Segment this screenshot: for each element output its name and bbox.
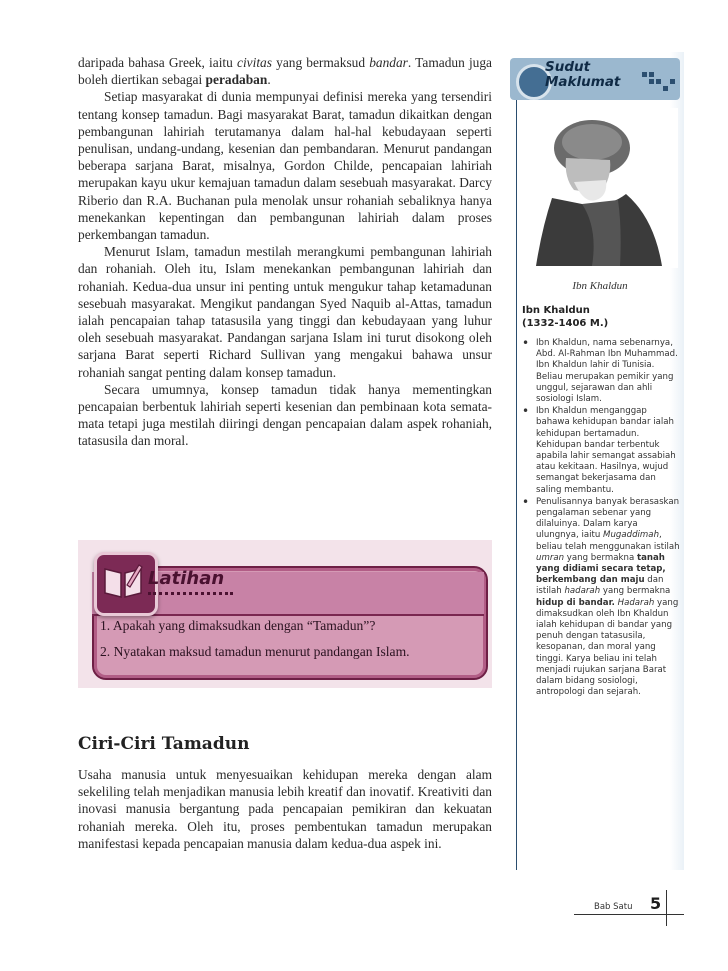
list-item: • Ibn Khaldun, nama sebenarnya, Abd. Al-Rahman Ibn Muhammad. Ibn Khaldun lahir di Tunisia. Beliau merupakan pemikir yang unggul, sejarawan dan ahli sosiologi Islam. (522, 338, 680, 405)
list-item: • Ibn Khaldun menganggap bahawa kehidupan bandar ialah kehidupan bertamadun. Kehidupan bandar terbentuk apabila lahir semangat assabiah atau kekitaan. Hasilnya, wujud semangat bekerjasama dan saling membantu. (522, 406, 680, 496)
main-column (78, 54, 492, 450)
paragraph-3: Menurut Islam, tamadun mestilah merangkumi pembangunan lahiriah dan rohaniah. Oleh itu, Islam menekankan pembangunan lahiriah dan rohaniah. Kedua-dua unsur ini penting untuk mengukur tahap ketamadunan sesebuah masyarakat. Mengikut pandangan Syed Naquib al-Attas, tamadun ialah pencapaian tahap tatasusila yang tinggi dan kebudayaan yang luhur oleh sesebuah masyarakat. Pandangan sarjana Islam ini turut disokong oleh sarjana Barat seperti Richard Sullivan yang mengakui bahawa unsur rohaniah sangat penting dalam konsep tamadun. (78, 244, 492, 380)
paragraph-4: Secara umumnya, konsep tamadun tidak hanya mementingkan pencapaian berbentuk lahiriah seperti kesenian dan pembinaan kota semata-mata tetapi juga mestilah diiringi dengan pencapaian dalam aspek rohaniah, tatasusila dan moral. (78, 381, 492, 449)
latihan-question-1: 1. Apakah yang dimaksudkan dengan “Tamadun”? (100, 618, 376, 633)
portrait-caption: Ibn Khaldun (572, 280, 628, 292)
section-body (78, 766, 492, 852)
section-paragraph: Usaha manusia untuk menyesuaikan kehidupan mereka dengan alam sekeliling telah menjadikan manusia lebih kreatif dan inovatif. Kreativiti dan inovasi manusia bergantung pada pencapaian pemikiran dan kekuatan rohaniah mereka. Oleh itu, proses pembentukan tamadun merupakan manifestasi kepada pencapaian manusia dalam kedua-dua aspek ini. (78, 767, 492, 851)
chapter-label: Bab Satu (594, 902, 633, 912)
latihan-dots (148, 592, 233, 598)
paragraph-2: Setiap masyarakat di dunia mempunyai definisi mereka yang tersendiri tentang konsep tamadun. Bagi masyarakat Barat, tamadun dikaitkan dengan pembangunan lahiriah terutamanya dalam hal-hal kebudayaan seperti penulisan, undang-undang, kesenian dan pembandaran. Menurut pandangan beberapa sarjana Barat, misalnya, Gordon Childe, pencapaian lahiriah merupakan kayu ukur kemajuan tamadun dalam sesebuah masyarakat. Darcy Riberio dan R.A. Buchanan pula menolak unsur rohaniah sebaliknya hanya menekankan kepentingan dan pembangunan lahiriah dalam proses perkembangan tamadun. (78, 89, 492, 243)
list-item: • Penulisannya banyak berasaskan pengalaman sebenar yang dilaluinya. Dalam karya ulungnya, iaitu Mugaddimah, beliau telah menggunakan istilah umran yang bermakna tanah yang didiami secara tetap, berkembang dan maju dan istilah hadarah yang bermakna hidup di bandar. Hadarah yang dimaksudkan oleh Ibn Khaldun ialah kehidupan di bandar yang penuh dengan tatasusila, kesopanan, dan moral yang tinggi. Karya beliau ini telah menjadi rujukan sarjana Barat dalam bidang sosiologi, antropologi dan sejarah. (522, 497, 680, 699)
sidebar-list (522, 338, 680, 700)
sidebar-name: Ibn Khaldun (1332-1406 M.) (522, 305, 609, 329)
footer-vertical-rule (666, 890, 667, 926)
sidebar-title: Sudut Maklumat (545, 59, 621, 90)
latihan-question-2: 2. Nyatakan maksud tamadun menurut pandangan Islam. (100, 644, 410, 659)
paragraph-1: daripada bahasa Greek, iaitu civitas yang bermaksud bandar. Tamadun juga boleh diertikan sebagai peradaban. (78, 55, 492, 88)
footer-rule (574, 914, 684, 915)
latihan-box (78, 540, 492, 688)
page-number: 5 (650, 894, 662, 913)
section-title: Ciri-Ciri Tamadun (78, 734, 250, 754)
sidebar-border (516, 100, 517, 870)
ibn-khaldun-portrait (522, 108, 678, 268)
latihan-title: Latihan (148, 568, 225, 589)
